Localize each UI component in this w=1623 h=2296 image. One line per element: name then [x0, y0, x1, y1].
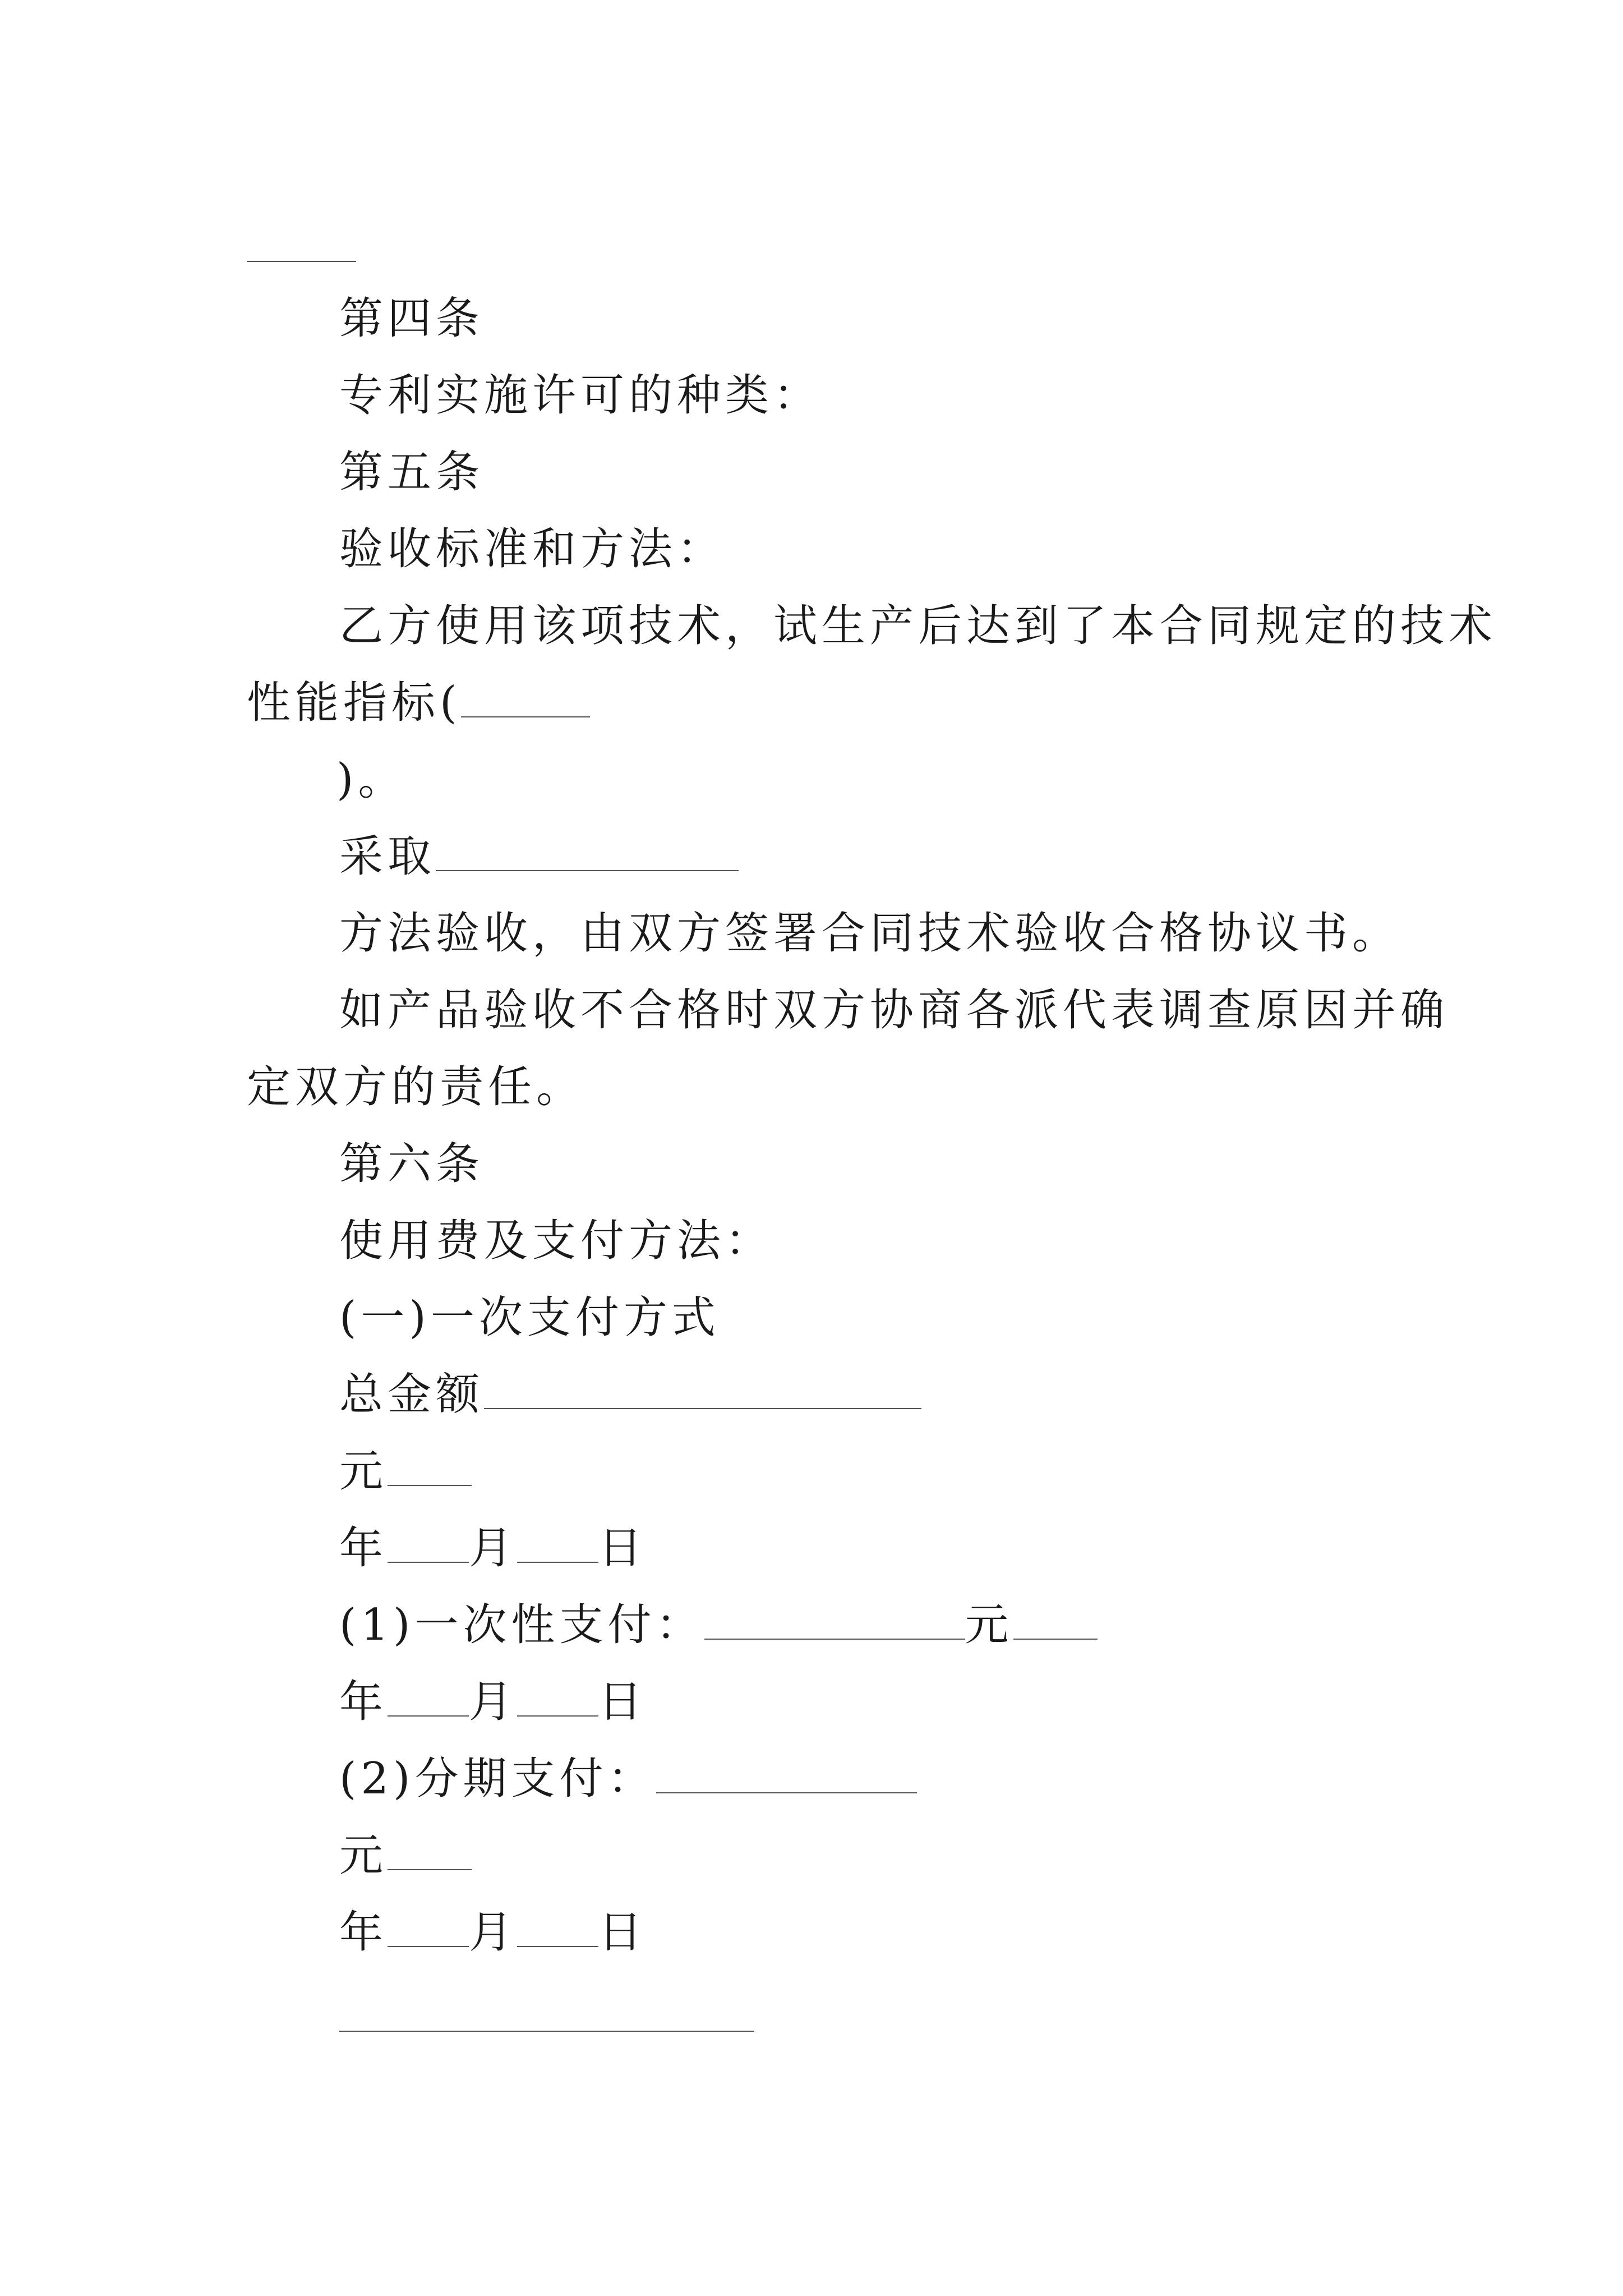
year-blank-2 — [388, 1681, 469, 1717]
month-label-2: 月 — [469, 1677, 518, 1727]
one-time-payment-line — [339, 1597, 1098, 1653]
method-acceptance-text: 方法验收，由双方签署合同技术验收合格协议书。 — [339, 908, 1401, 959]
lump-sum-heading: (一)一次支付方式 — [339, 1292, 720, 1343]
method-blank — [436, 835, 739, 871]
acceptance-standard-label: 验收标准和方法： — [339, 524, 726, 574]
performance-index-line — [247, 675, 590, 731]
total-amount-label: 总金额 — [339, 1369, 485, 1420]
month-blank-3 — [517, 1911, 598, 1947]
failure-paragraph-line-2: 定双方的责任。 — [247, 1062, 585, 1112]
yuan-label-1: 元 — [339, 1446, 388, 1497]
adopt-text: 采取 — [339, 831, 436, 882]
date-line-3 — [339, 1904, 647, 1961]
day-label-3: 日 — [598, 1907, 647, 1958]
month-blank-2 — [517, 1681, 598, 1717]
performance-index-text: 性能指标( — [247, 678, 462, 728]
license-type-label: 专利实施许可的种类： — [339, 370, 822, 421]
year-label-1: 年 — [339, 1523, 388, 1573]
article-4-heading: 第四条 — [339, 293, 485, 344]
installment-payment-line — [339, 1751, 917, 1807]
year-label-3: 年 — [339, 1907, 388, 1958]
article-5-heading: 第五条 — [339, 447, 485, 498]
day-label-1: 日 — [598, 1523, 647, 1573]
one-time-payment-label: (1)一次性支付： — [339, 1600, 704, 1650]
article-6-heading: 第六条 — [339, 1139, 485, 1189]
year-blank-3 — [388, 1911, 469, 1947]
yuan-label-2: 元 — [965, 1600, 1013, 1650]
yuan-blank-1 — [388, 1450, 472, 1486]
day-label-2: 日 — [598, 1677, 647, 1727]
total-amount-blank — [484, 1373, 921, 1409]
month-label-3: 月 — [469, 1907, 518, 1958]
installment-payment-label: (2)分期支付： — [339, 1754, 656, 1804]
yuan-label-3: 元 — [339, 1830, 388, 1881]
performance-index-blank — [461, 682, 590, 717]
adopt-method-line — [339, 829, 739, 885]
year-label-2: 年 — [339, 1677, 388, 1727]
fee-payment-label: 使用费及支付方法： — [339, 1216, 774, 1266]
month-label-1: 月 — [469, 1523, 518, 1573]
year-blank-1 — [388, 1527, 469, 1563]
yuan-blank-2 — [1013, 1604, 1098, 1640]
failure-paragraph-line-1: 如产品验收不合格时双方协商各派代表调查原因并确 — [339, 985, 1449, 1036]
date-line-2 — [339, 1674, 647, 1730]
bottom-blank-rule — [339, 2031, 754, 2032]
closing-paren: )。 — [336, 754, 407, 805]
total-amount-line — [339, 1366, 921, 1423]
installment-payment-blank — [656, 1757, 917, 1793]
date-line-1 — [339, 1520, 647, 1576]
one-time-payment-blank — [704, 1604, 965, 1640]
month-blank-1 — [517, 1527, 598, 1563]
yuan-blank-3 — [388, 1834, 472, 1870]
yuan-line-3 — [339, 1828, 472, 1884]
top-blank-rule — [247, 261, 356, 262]
yuan-line-1 — [339, 1443, 472, 1499]
acceptance-paragraph-line-1: 乙方使用该项技术，试生产后达到了本合同规定的技术 — [339, 601, 1497, 651]
